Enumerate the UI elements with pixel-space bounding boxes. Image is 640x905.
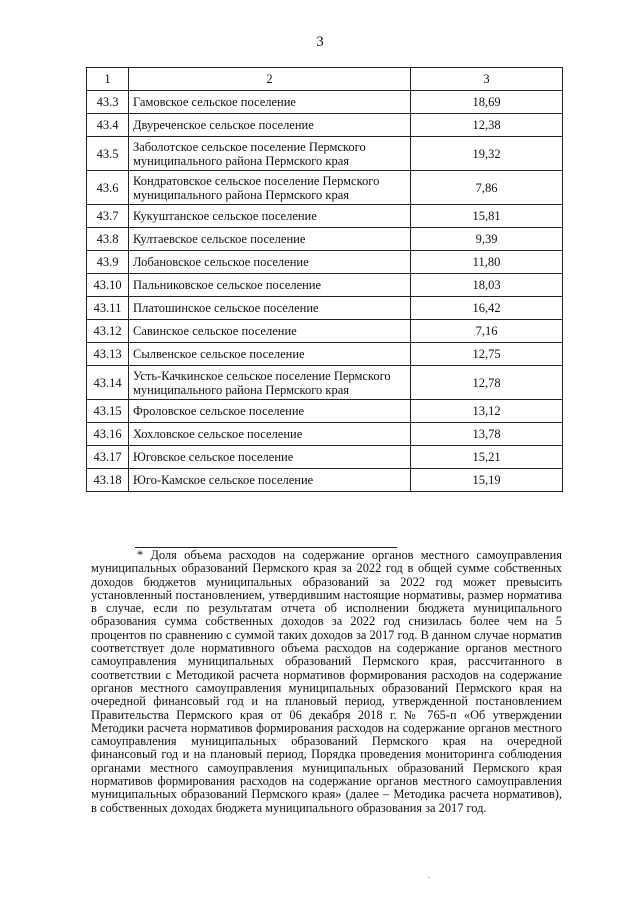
table-row (87, 297, 563, 320)
header-cell-name: 2 (129, 68, 411, 91)
row-name-cell: Кондратовское сельское поселение Пермского муниципального района Пермского края (129, 171, 411, 205)
row-value-cell: 15,19 (411, 469, 563, 492)
row-name-cell: Юго-Камское сельское поселение (129, 469, 411, 492)
row-number-cell: 43.13 (87, 343, 129, 366)
settlements-table (86, 67, 563, 492)
row-name-cell: Култаевское сельское поселение (129, 228, 411, 251)
row-number-cell: 43.12 (87, 320, 129, 343)
row-value-cell: 15,21 (411, 446, 563, 469)
header-cell-number: 1 (87, 68, 129, 91)
row-value-cell: 12,75 (411, 343, 563, 366)
row-value-cell: 13,78 (411, 423, 563, 446)
page-number: 3 (316, 34, 324, 50)
row-name-cell: Юговское сельское поселение (129, 446, 411, 469)
row-name-cell: Заболотское сельское поселение Пермского муниципального района Пермского края (129, 137, 411, 171)
row-number-cell: 43.8 (87, 228, 129, 251)
row-name-cell: Лобановское сельское поселение (129, 251, 411, 274)
row-number-cell: 43.15 (87, 400, 129, 423)
row-number-cell: 43.5 (87, 137, 129, 171)
row-value-cell: 16,42 (411, 297, 563, 320)
table-row (87, 91, 563, 114)
table-row (87, 366, 563, 400)
row-name-cell: Савинское сельское поселение (129, 320, 411, 343)
row-value-cell: 9,39 (411, 228, 563, 251)
row-name-cell: Кукуштанское сельское поселение (129, 205, 411, 228)
row-value-cell: 13,12 (411, 400, 563, 423)
footnote-text: * Доля объема расходов на содержание органов местного самоуправления муниципальных образований Пермского края за 2022 год в общей сумме собственных доходов бюджетов муниципальных образований за 2022 год может превысить установленный постановлением, утвердившим настоящие нормативы, размер норматива в случае, если по результатам отчета об исполнении бюджета муниципального образования сумма собственных доходов за 2022 год снизилась более чем на 5 процентов по сравнению с суммой таких доходов за 2017 год. В данном случае норматив соответствует доле нормативного объема расходов на содержание органов местного самоуправления муниципальных образований Пермского края, рассчитанного в соответствии с Методикой расчета нормативов формирования расходов на содержание органов местного самоуправления муниципальных образований Пермского края на очередной финансовый год и на плановый период, утвержденной постановлением Правительства Пермского края от 06 декабря 2018 г. № 765-п «Об утверждении Методики расчета нормативов формирования расходов на содержание органов местного самоуправления муниципальных образований Пермского края на очередной финансовый год и на плановый период, Порядка проведения мониторинга соблюдения органами местного самоуправления муниципальных образований Пермского края нормативов формирования расходов на содержание органов местного самоуправления муниципальных образований Пермского края» (далее – Методика расчета нормативов), в собственных доходах бюджета муниципального образования за 2017 год. (91, 548, 562, 815)
row-value-cell: 12,38 (411, 114, 563, 137)
table-row (87, 251, 563, 274)
row-name-cell: Фроловское сельское поселение (129, 400, 411, 423)
row-number-cell: 43.18 (87, 469, 129, 492)
table-row (87, 400, 563, 423)
table-header-row (87, 68, 563, 91)
header-cell-value: 3 (411, 68, 563, 91)
row-name-cell: Гамовское сельское поселение (129, 91, 411, 114)
table-row (87, 137, 563, 171)
row-name-cell: Сылвенское сельское поселение (129, 343, 411, 366)
row-number-cell: 43.4 (87, 114, 129, 137)
table-row (87, 469, 563, 492)
row-number-cell: 43.14 (87, 366, 129, 400)
row-number-cell: 43.6 (87, 171, 129, 205)
row-name-cell: Усть-Качкинское сельское поселение Пермского муниципального района Пермского края (129, 366, 411, 400)
table-row (87, 228, 563, 251)
table-row (87, 320, 563, 343)
table-row (87, 423, 563, 446)
row-name-cell: Хохловское сельское поселение (129, 423, 411, 446)
table-body (87, 68, 563, 492)
row-value-cell: 7,16 (411, 320, 563, 343)
row-value-cell: 12,78 (411, 366, 563, 400)
row-number-cell: 43.7 (87, 205, 129, 228)
row-name-cell: Двуреченское сельское поселение (129, 114, 411, 137)
row-value-cell: 15,81 (411, 205, 563, 228)
table-row (87, 171, 563, 205)
table-row (87, 446, 563, 469)
row-number-cell: 43.17 (87, 446, 129, 469)
table-row (87, 114, 563, 137)
table-row (87, 343, 563, 366)
row-value-cell: 18,03 (411, 274, 563, 297)
bottom-mark: . (428, 871, 430, 880)
row-number-cell: 43.10 (87, 274, 129, 297)
row-number-cell: 43.16 (87, 423, 129, 446)
row-number-cell: 43.11 (87, 297, 129, 320)
row-value-cell: 7,86 (411, 171, 563, 205)
row-number-cell: 43.3 (87, 91, 129, 114)
row-number-cell: 43.9 (87, 251, 129, 274)
table-row (87, 274, 563, 297)
row-value-cell: 19,32 (411, 137, 563, 171)
row-value-cell: 11,80 (411, 251, 563, 274)
row-value-cell: 18,69 (411, 91, 563, 114)
row-name-cell: Платошинское сельское поселение (129, 297, 411, 320)
row-name-cell: Пальниковское сельское поселение (129, 274, 411, 297)
table-row (87, 205, 563, 228)
